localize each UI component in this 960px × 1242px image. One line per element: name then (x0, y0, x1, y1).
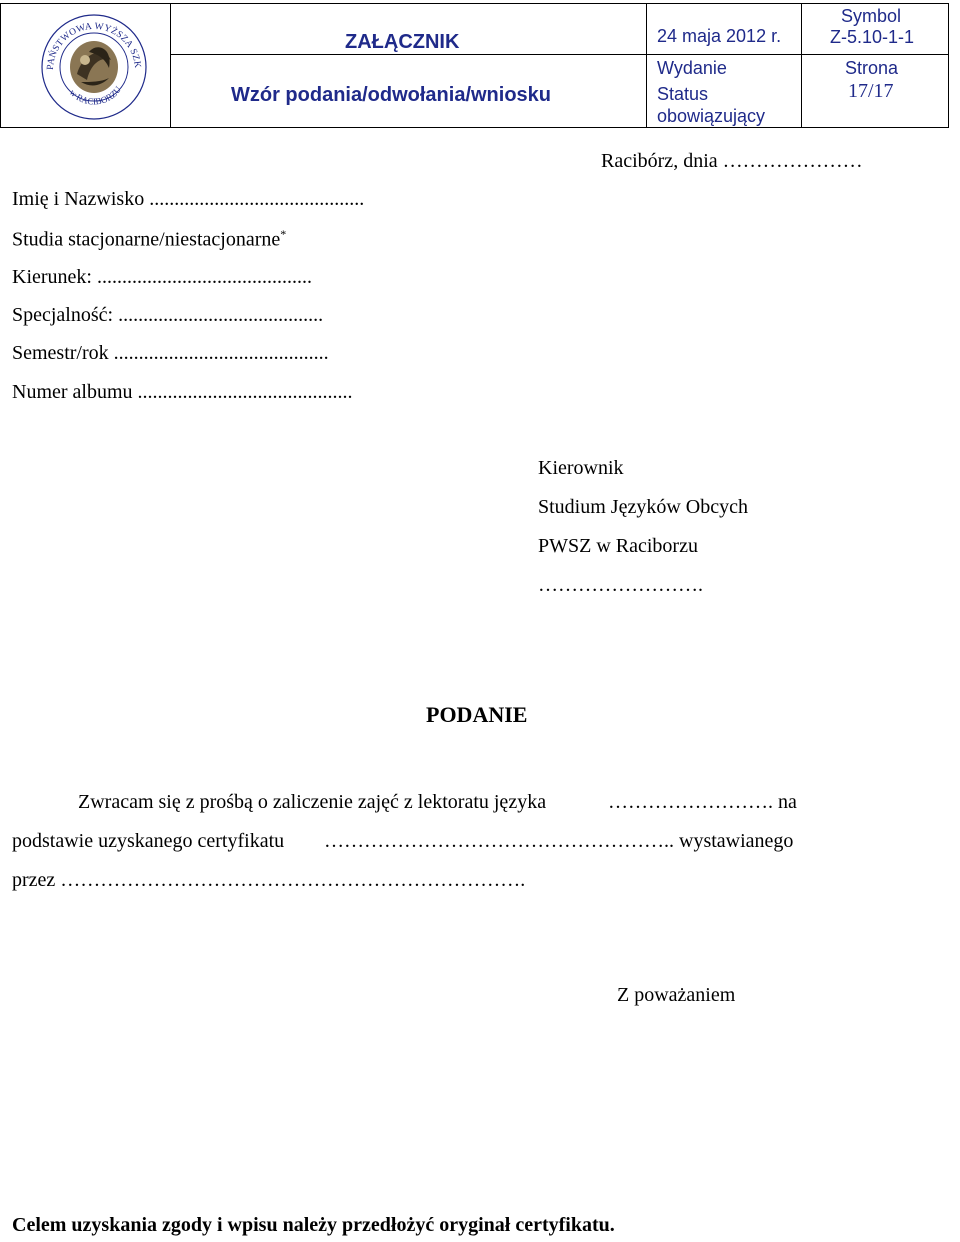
status-value: obowiązujący (657, 106, 766, 126)
title-cell (171, 4, 647, 127)
header-divider (171, 54, 948, 55)
document-heading: PODANIE (426, 702, 528, 727)
university-logo (39, 12, 149, 122)
issue-date: 24 maja 2012 r. (657, 26, 782, 46)
place-date-field[interactable]: Racibórz, dnia ………………… (601, 150, 863, 172)
semester-field[interactable]: Semestr/rok ........................................... (12, 342, 329, 364)
request-line-1: Zwracam się z prośbą o zaliczenie zajęć z lektoratu języka (78, 791, 547, 813)
document-subtitle: Wzór podania/odwołania/wniosku (231, 84, 552, 106)
page-number: 17/17 (848, 80, 894, 102)
field-of-study-field[interactable]: Kierunek: ........................................... (12, 266, 312, 288)
symbol-value: Z-5.10-1-1 (830, 27, 915, 47)
addressee-unit: Studium Języków Obcych (538, 496, 748, 518)
study-mode-field[interactable] (12, 227, 286, 252)
name-field[interactable]: Imię i Nazwisko ........................................... (12, 188, 365, 210)
symbol-label: Symbol (841, 6, 902, 26)
language-field[interactable]: ……………………. na (608, 791, 797, 813)
status-label: Status (657, 84, 709, 104)
specialty-field[interactable]: Specjalność: ......................................... (12, 304, 324, 326)
logo-outer-text: PAŃSTWOWA WYŻSZA SZK (45, 21, 143, 71)
footer-note: Celem uzyskania zgody i wpisu należy przedłożyć oryginał certyfikatu. (12, 1214, 615, 1236)
document-title: ZAŁĄCZNIK (345, 31, 460, 53)
album-number-field[interactable]: Numer albumu ........................................... (12, 381, 353, 403)
edition-label: Wydanie (657, 58, 727, 78)
addressee-institution: PWSZ w Raciborzu (538, 535, 698, 557)
page-label: Strona (845, 58, 899, 78)
closing-phrase: Z poważaniem (617, 984, 736, 1006)
footnote-mark: * (280, 227, 287, 241)
certificate-field[interactable]: …………………………………………….. wystawianego (324, 830, 794, 852)
issuer-field[interactable]: przez ……………………………………………………………. (12, 869, 526, 891)
request-line-2: podstawie uzyskanego certyfikatu (12, 830, 285, 852)
study-mode-label: Studia stacjonarne/niestacjonarne (12, 228, 281, 251)
addressee-name-field[interactable]: ……………………. (538, 574, 703, 596)
addressee-title: Kierownik (538, 457, 624, 479)
logo-inner-text: w RACIBORZU (67, 84, 124, 107)
document-header (0, 3, 949, 128)
logo-cell (1, 4, 171, 127)
